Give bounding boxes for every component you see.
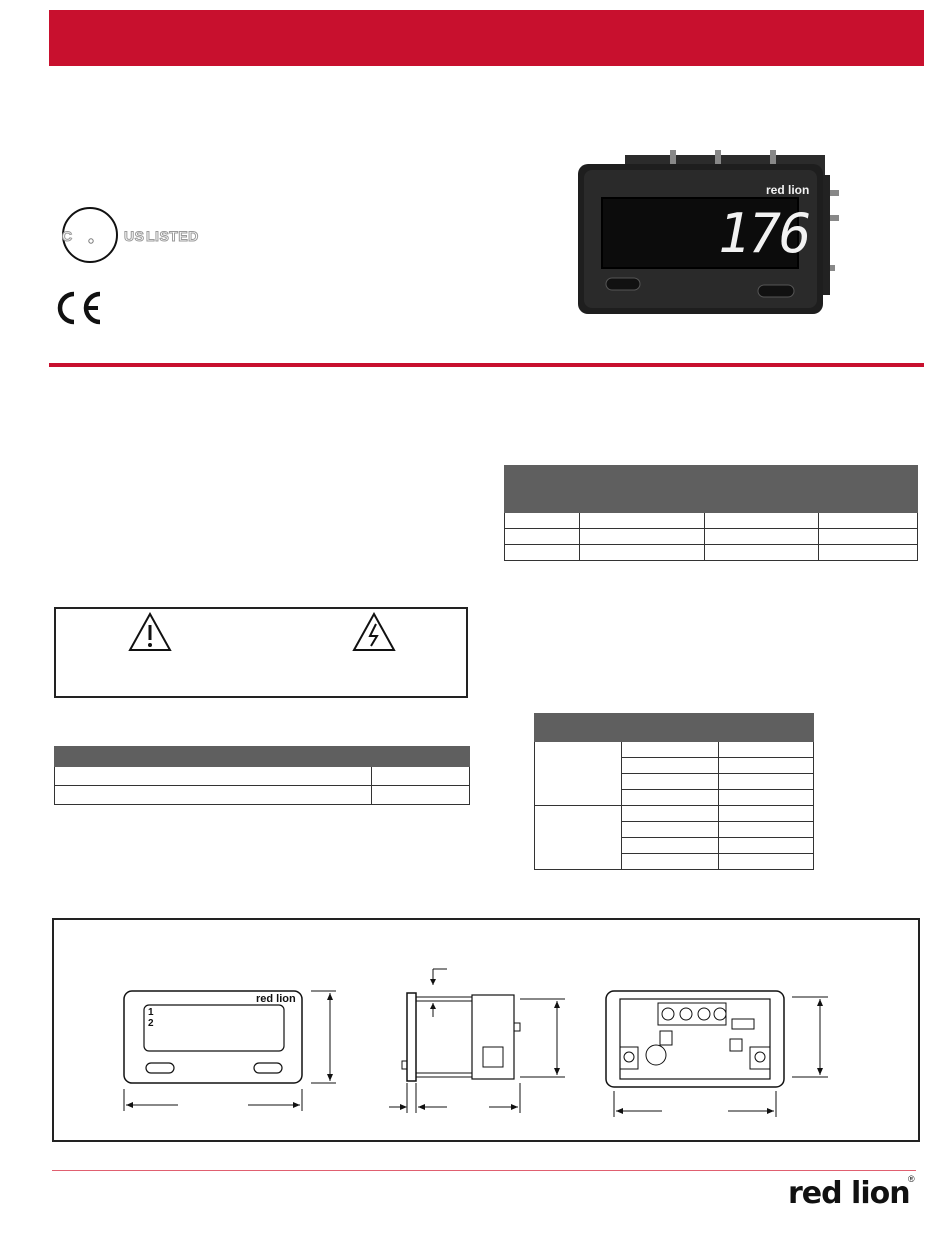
front-view-lines [118, 985, 343, 1115]
ul-us-label: US [124, 228, 145, 244]
options-table [534, 713, 814, 870]
table-row [505, 545, 918, 561]
ul-listed-mark [60, 205, 200, 265]
side-view-lines [385, 965, 570, 1115]
table-row [505, 529, 918, 545]
accessories-table [54, 746, 470, 805]
footer-rule [52, 1170, 916, 1171]
meter-brand-label: red lion [766, 183, 810, 197]
table-header-cell [505, 466, 580, 513]
table-header-cell [580, 466, 705, 513]
table-header-cell [705, 466, 819, 513]
footer-logo [788, 1172, 918, 1232]
front-view-line1: 1 [148, 1007, 154, 1018]
top-banner [49, 10, 924, 66]
front-view-drawing [118, 985, 343, 1115]
table-row [505, 513, 918, 529]
table-header-cell [535, 714, 622, 742]
table-row [55, 786, 470, 805]
table-row [535, 806, 814, 822]
table-header-cell [622, 714, 719, 742]
table-row [535, 742, 814, 758]
footer-registered-mark: ® [908, 1174, 915, 1184]
warning-box [54, 607, 468, 698]
rear-view-lines [600, 985, 835, 1120]
electrical-hazard-icon [352, 612, 396, 652]
product-photo [570, 150, 845, 325]
ce-mark-icon [52, 290, 104, 326]
footer-logo-text: red lion [788, 1176, 910, 1211]
side-view-drawing [385, 965, 570, 1115]
table-header-cell [372, 747, 470, 767]
rear-view-drawing [600, 985, 835, 1120]
meter-display-value: 176 [718, 202, 810, 265]
front-view-brand: red lion [256, 993, 296, 1005]
table-header-row [535, 714, 814, 742]
table-header-row [505, 466, 918, 513]
ordering-table [504, 465, 918, 561]
ul-c-label: C [62, 228, 73, 244]
table-header-row [55, 747, 470, 767]
caution-icon [128, 612, 172, 652]
table-header-cell [719, 714, 814, 742]
table-header-cell [819, 466, 918, 513]
ul-listed-label: LISTED [146, 228, 199, 244]
section-divider [49, 363, 924, 367]
table-row [55, 767, 470, 786]
front-view-line2: 2 [148, 1018, 154, 1029]
table-header-cell [55, 747, 372, 767]
